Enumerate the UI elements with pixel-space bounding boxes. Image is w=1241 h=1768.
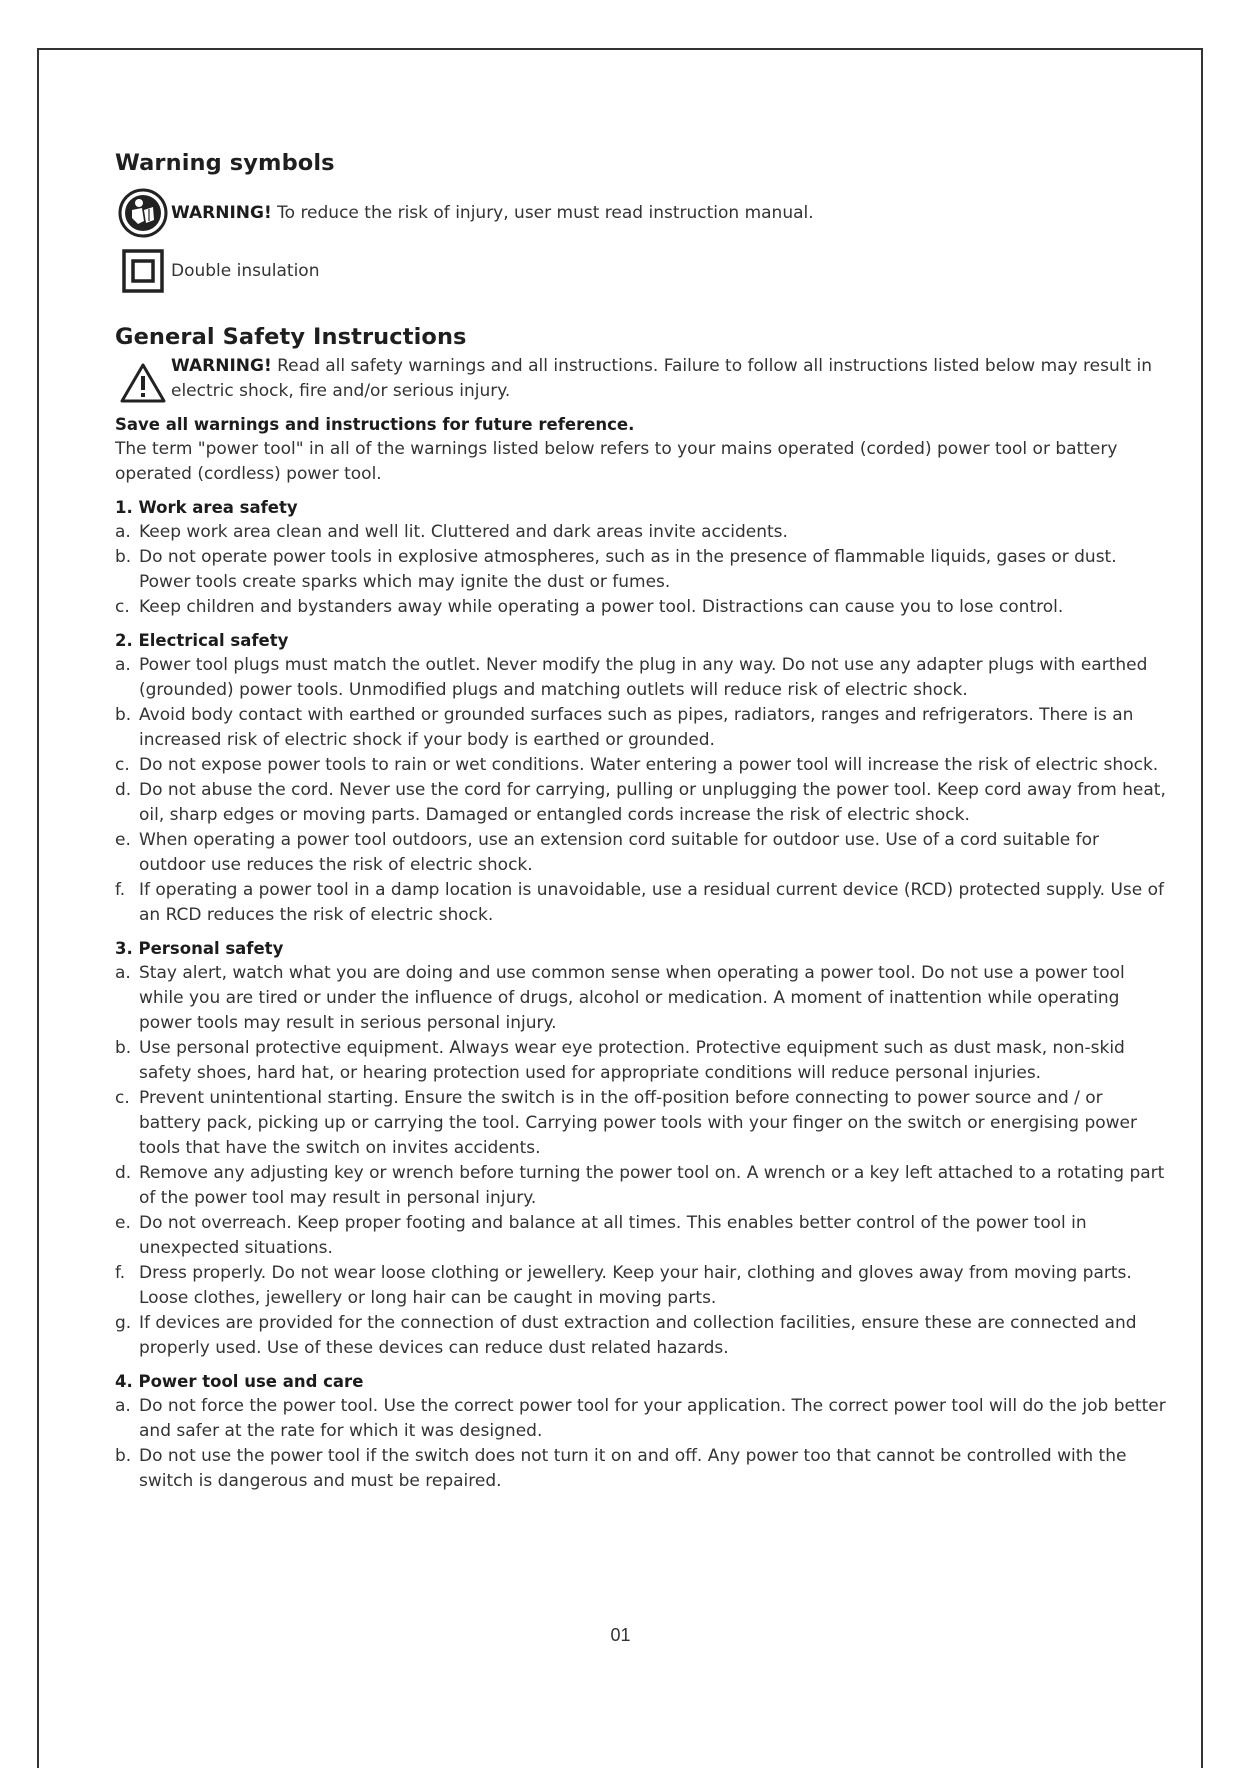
instruction-list [115,520,1167,620]
list-item-text: Do not operate power tools in explosive atmospheres, such as in the presence of flammable liquids, gases or dust. Power tools create sparks which may ignite the dust or fumes. [139,547,1117,592]
list-item [115,1161,1167,1211]
list-item [115,703,1167,753]
list-item-label: a. [115,963,131,983]
list-item-label: b. [115,1038,132,1058]
list-item [115,1261,1167,1311]
list-item [115,878,1167,928]
list-item-text: Do not abuse the cord. Never use the cord for carrying, pulling or unplugging the power tool. Keep cord away from heat, oil, sharp edges or moving parts. Damaged or entangled cords increase the risk of electric shock. [139,780,1166,825]
list-item-label: c. [115,755,130,775]
list-item-text: Do not use the power tool if the switch does not turn it on and off. Any power too that cannot be controlled with the switch is dangerous and must be repaired. [139,1446,1127,1491]
list-item-label: e. [115,1213,131,1233]
symbol-row-double-insulation [115,248,1167,294]
list-item-text: Do not expose power tools to rain or wet conditions. Water entering a power tool will increase the risk of electric shock. [139,755,1159,775]
section-heading: 3. Personal safety [115,939,284,958]
list-item-text: Keep work area clean and well lit. Cluttered and dark areas invite accidents. [139,522,788,542]
list-item [115,1394,1167,1444]
list-item-text: Remove any adjusting key or wrench before turning the power tool on. A wrench or a key left attached to a rotating part of the power tool may result in personal injury. [139,1163,1165,1208]
list-item-text: Power tool plugs must match the outlet. Never modify the plug in any way. Do not use any adapter plugs with earthed (grounded) power tools. Unmodified plugs and matching outlets will reduce risk of electric shock. [139,655,1148,700]
list-item-label: b. [115,1446,132,1466]
list-item-label: d. [115,780,132,800]
warning-symbols-heading: Warning symbols [115,150,335,176]
symbol-desc-read-manual: WARNING! To reduce the risk of injury, user must read instruction manual. [171,202,814,223]
list-item-text: If devices are provided for the connection of dust extraction and collection facilities, ensure these are connected and properly used. Use of these devices can reduce dust related hazards. [139,1313,1137,1358]
list-item-text: Do not overreach. Keep proper footing and balance at all times. This enables better control of the power tool in unexpected situations. [139,1213,1087,1258]
list-item-label: d. [115,1163,132,1183]
page-number: 01 [610,1625,631,1645]
list-item-label: c. [115,1088,130,1108]
list-item-text: Dress properly. Do not wear loose clothing or jewellery. Keep your hair, clothing and gloves away from moving parts. Loose clothes, jewellery or long hair can be caught in moving parts. [139,1263,1132,1308]
save-instructions-note: Save all warnings and instructions for future reference. [115,415,635,434]
list-item [115,961,1167,1036]
list-item-text: Prevent unintentional starting. Ensure the switch is in the off-position before connecting to power source and / or battery pack, picking up or carrying the tool. Carrying power tools with your finger on the switch or energising power tools that have the switch on invites accidents. [139,1088,1138,1158]
symbol-row-read-manual [115,188,1167,238]
list-item-label: c. [115,597,130,617]
read-manual-icon [115,188,171,238]
list-item [115,1311,1167,1361]
list-item-text: Stay alert, watch what you are doing and use common sense when operating a power tool. Do not use a power tool while you are tired or under the influence of drugs, alcohol or medication. A moment of inattention while operating power tools may result in serious personal injury. [139,963,1125,1033]
symbol-desc-double-insulation: Double insulation [171,260,320,281]
section-heading: 2. Electrical safety [115,631,289,650]
list-item [115,1086,1167,1161]
list-item [115,520,1167,545]
list-item-label: a. [115,1396,131,1416]
list-item [115,828,1167,878]
list-item-text: Keep children and bystanders away while operating a power tool. Distractions can cause you to lose control. [139,597,1064,617]
list-item-label: b. [115,705,132,725]
list-item [115,545,1167,595]
general-warning-text: WARNING! Read all safety warnings and all instructions. Failure to follow all instructions listed below may result in electric shock, fire and/or serious injury. [171,356,1153,401]
list-item-label: a. [115,522,131,542]
list-item-label: a. [115,655,131,675]
list-item-label: f. [115,880,126,900]
list-item-text: If operating a power tool in a damp location is unavoidable, use a residual current device (RCD) protected supply. Use of an RCD reduces the risk of electric shock. [139,880,1165,925]
list-item [115,653,1167,703]
list-item [115,1211,1167,1261]
safety-sections [115,495,1167,1494]
list-item [115,753,1167,778]
list-item-text: When operating a power tool outdoors, use an extension cord suitable for outdoor use. Use of a cord suitable for outdoor use reduces the risk of electric shock. [139,830,1100,875]
list-item-text: Use personal protective equipment. Always wear eye protection. Protective equipment such as dust mask, non-skid safety shoes, hard hat, or hearing protection used for appropriate conditions will reduce personal injuries. [139,1038,1125,1083]
list-item-text: Avoid body contact with earthed or grounded surfaces such as pipes, radiators, ranges and refrigerators. There is an increased risk of electric shock if your body is earthed or grounded. [139,705,1134,750]
section-heading: 4. Power tool use and care [115,1372,364,1391]
list-item [115,1036,1167,1086]
instruction-list [115,1394,1167,1494]
double-insulation-icon [115,248,171,294]
warning-triangle-icon [115,362,171,404]
instruction-list [115,653,1167,928]
general-safety-heading: General Safety Instructions [115,324,467,350]
list-item [115,595,1167,620]
general-warning [115,354,1167,404]
list-item [115,778,1167,828]
instruction-list [115,961,1167,1361]
list-item [115,1444,1167,1494]
list-item-label: g. [115,1313,132,1333]
list-item-label: b. [115,547,132,567]
list-item-text: Do not force the power tool. Use the correct power tool for your application. The correct power tool will do the job better and safer at the rate for which it was designed. [139,1396,1166,1441]
list-item-label: f. [115,1263,126,1283]
list-item-label: e. [115,830,131,850]
document-body [115,150,1167,1494]
section-heading: 1. Work area safety [115,498,298,517]
power-tool-term-note: The term "power tool" in all of the warnings listed below refers to your mains operated (corded) power tool or battery operated (cordless) power tool. [115,439,1118,484]
